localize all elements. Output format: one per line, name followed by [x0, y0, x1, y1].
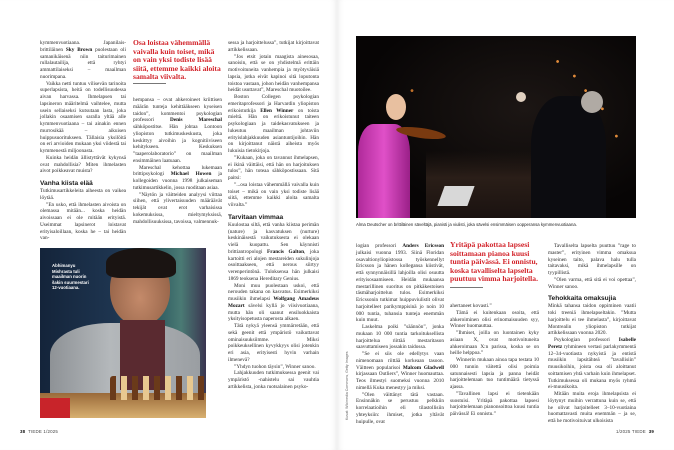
paragraph-text: ”En usko, että ihmelasten aivoista on olemassa mitään... koska heidän aivoissaan ei ole mitään erityistä. Useimmat lapsinerot loistavat erityisaloillaan, koska he – tai heidän van- [40, 201, 126, 242]
paragraph-text: Tämä ei kuitenkaan osoita, että ahkeroiminen olisi erinomaisuuden syy, Winner huomauttaa. [450, 309, 539, 330]
section-heading: Tarvitaan vimmaa [228, 213, 284, 221]
body-paragraph [548, 277, 636, 291]
body-paragraph [450, 330, 539, 357]
body-paragraph [133, 165, 222, 192]
paragraph-text: ”...osa loistaa vähemmällä vaivalla kuin toiset – mikä on vain yksi todiste lisää siitä, ettemme kaikki aloita samalta viivalta.” [228, 181, 319, 208]
page-number: 38 [20, 429, 26, 434]
paragraph-text: Kuinka heidän ällistyttävät kykynsä ovat mahdollisia? Miten ihmelasten aivot poikkeavat muista? [40, 154, 126, 175]
person-name: Ellen Winner [260, 107, 294, 114]
body-paragraph [228, 222, 319, 283]
paragraph-text: on toista mieltä. Hän on erikoistunut taiteen psykologiaan ja taidekasvatukseen ja lukeutuu maailman johtaviin erityislahjakkuuden asiantuntijoihin. Hän on kirjoittanut näistä aiheista myös lukuisia tietokirjoja. [228, 107, 319, 154]
right-column-2 [450, 303, 539, 418]
paragraph-text: sessa ja harjoittelussa”, tutkijat kirjoittavat artikkelissaan. [228, 40, 319, 53]
person-name: Francis Galton [267, 248, 305, 255]
person-name: Sky Brown [65, 46, 93, 53]
paragraph-text: ryhmineen vertasi parlakymmentä 12–34-vuotiasta nykyistä ja entistä musiikin lapsitähteä ”tavallisiin” muusikoihin, joista osa oli aloittanut soittamisen yhtä varhain kuin ihmelapset. Tutkimuksessa oli mukana myös ryhmä ei-muusikoita. [548, 343, 636, 391]
left-column-3 [228, 40, 319, 391]
body-paragraph [356, 351, 444, 392]
right-folio [616, 429, 654, 434]
paragraph-text: ”Näytön ja väitteiden analyysi viittaa siihen, että ylivertaisuuden määräävät tekijät ovat erot varhaisissa kokemuksissa, mieltymyksissä, mahdollisuuksissa, tavoissa, valmennuk- [133, 191, 222, 225]
magazine-name: TIEDE [631, 429, 646, 434]
right-pull-quote: Yritäpä pakottaa lapsesi soittamaan pianoa kuusi tuntia päivässä. Ei onnistu, koska tavalliselta lapselta puuttuu vimma harjoitella. [450, 240, 538, 284]
body-paragraph [133, 97, 222, 165]
person-name: Denis Mareschal [169, 117, 222, 124]
paragraph-text: ”Tavallinen lapsi ei tietenkään suostuisi. Yritäpä pakottaa lapsesi harjoittelemaan pianonsoittoa kuusi tuntia päivässä! Ei onnistu.” [450, 390, 539, 417]
paragraph-text: Lahjakkuuden tutkimuksessa geenit vai ympäristö -nahistelu sai vauhtia artikkelista, jonka ruotsalainen psyko- [228, 370, 319, 390]
person-name: Isabelle Peretz [548, 337, 636, 350]
paragraph-text: ”Yhdyn tuohon täysin”, Winner sanoo. [234, 363, 316, 370]
body-paragraph [228, 40, 319, 54]
concert-photo-caption: Alma Deutscher on brittiläinen säveltäjä, pianisti ja viulisti, joka sävelsi ensimmäisen oopperansa kymmenvuotiaana. [356, 222, 577, 227]
body-paragraph [40, 81, 126, 155]
body-paragraph [133, 192, 222, 226]
paragraph-text: Laskelma poiki ”säännön”, jonka mukaan 10 000 tuntia tarkoituksellista harjoittelua riittää mestaritason saavuttamiseen jossakin taidossa. [356, 324, 444, 351]
paragraph-text: Kuulostaa siltä, että vanha kiistaa perimän (nature) ja kasvatuksen (nurture) keskinäisestä vaikutuksesta ei olekaan vielä kuopattu. Sen käynnisti brittiantropologi [228, 221, 319, 255]
paragraph-text: Moni muu puolestaan uskoi, että nerouden takana on kasvatus. Esimerkiksi musiikin ihmelapsi [228, 282, 319, 302]
pull-quote-divider [450, 287, 483, 288]
body-paragraph [228, 94, 319, 155]
paragraph-text: Mareschal kehottaa lukemaan brittipsykologi [133, 164, 222, 178]
section-heading: Vanha kiista elää [40, 180, 93, 187]
right-column-3 [548, 243, 636, 425]
body-paragraph [548, 303, 636, 337]
person-name: Wolfgang Amadeus Mozart [228, 296, 319, 309]
paragraph-text: Mitään muita eroja ihmelapsista ei löytynyt muihin verrattuna kuin se, että he olivat harjoitelleet 3–10-vuotiaina huomattavasti muita enemmän – ja se, että he motivoituivat ulkoisista [548, 391, 636, 424]
boy-hair [106, 248, 176, 278]
person-name: Anders Ericsson [402, 243, 444, 249]
magazine-name: TIEDE [28, 429, 42, 434]
paragraph-text: ”Se ei siis ole edellytys vaan nimenomaan riittää korkeaan tasoon. Väitteen popularisoi [356, 351, 444, 371]
red-object [40, 398, 70, 418]
paragraph-text: sähköpostitse. Hän johtaa Lontoon yliopiston tutkimuskeskusta, joka keskittyy aivoihin ja kognitiiviseen kehitykseen. Keskuksen ”taaperolaboratorio” on maailman ensimmäinen laatuaan. [133, 124, 222, 164]
paragraph-text: Minkä tahansa taidon oppiminen vaatii toki treeniä ihmelapseltakin. ”Mutta harjoittelu ei tee ihmelasta”, kirjoittavat Montrealin yliopiston tutkijat artikkelissaan vuonna 2020. [548, 303, 636, 337]
body-paragraph [356, 243, 444, 324]
paragraph-text: julkaisi vuonna 1993. Siinä Floridan osavaltionyliopistossa työskennellyt Ericsson ja hänen kollegansa kiistivät, että synnynnäisillä lahjoilla olisi osuutta erityisosaamiseen. Heidän mukaansa mestarillinen suoritus on pitkäkestoisen täsmäharjoittelun tulos. Esimerkiksi Ericssonin tutkimat huippuviulistit olivat harjoitelleet parikymppisinä jo noin 10 000 tuntia, tuhansia tunteja enemmän kuin muut. [356, 249, 444, 324]
conductor [531, 96, 606, 218]
body-paragraph [450, 357, 539, 391]
left-column-2 [133, 97, 222, 225]
paragraph-text: kirjassaan Outliers”, Winner huomauttaa. Teos ilmestyi suomeksi vuonna 2010 nimellä Kuka menestyy ja miksi. [356, 371, 444, 391]
concert-photo [356, 36, 636, 218]
right-page [337, 0, 674, 450]
paragraph-text: ”Ihmiset, joilla on luontainen kyky asiaan X, ovat motivoituneita ahkeroimaan X:n parissa, koska se on heille helppoa.” [450, 330, 539, 357]
paragraph-text: ”Olen väittänyt tätä vastaan. Ensinnäkin se perustuu pelkkiin korrelaatioihin eli tilastollisiin yhteyksiin: ihmiset, jotka yltävät huipulle, ovat [356, 391, 444, 425]
chess-photo-caption: Abhimanyu Mishrasta tuli maailman nuorin šakin suurmestari 12-vuotiaana. [52, 263, 89, 291]
body-paragraph [228, 364, 319, 371]
body-paragraph [228, 54, 319, 95]
body-paragraph [356, 324, 444, 351]
right-column-1 [356, 243, 444, 425]
issue-number: 1/2025 [43, 429, 59, 434]
issue-number: 1/2025 [615, 429, 631, 434]
body-paragraph [548, 337, 636, 391]
paragraph-text: sävelsi kyllä jo viisivuotiaana, mutta hän oli saanut ensiluokkaista yksityisopetusta naperosta alkaen. [228, 302, 319, 323]
body-paragraph [228, 283, 319, 324]
paragraph-text: Tutkimusartikkeleita aiheesta on vaikea löytää. [40, 188, 126, 201]
violinist-head [386, 94, 406, 120]
body-paragraph [40, 202, 126, 243]
body-paragraph [40, 40, 126, 81]
page-number: 39 [648, 429, 654, 434]
paragraph-text: ”Olen varma, että sitä ei voi opettaa”, Winner sanoo. [548, 276, 636, 290]
body-paragraph [548, 391, 636, 425]
paragraph-text: Tätä nykyä yleensä ymmärretään, että sekä geenit että ympäristö vaikuttavat ominaisuuksiimme. Miksi poikkeuksellinen kyvykkyys olisi jotenkin eri asia, erityisesti hyvin varhain ilmenevä? [228, 323, 319, 363]
body-paragraph [450, 310, 539, 330]
conductor-hair [581, 91, 603, 113]
paragraph-text: hempansa – ovat ahkeroineet kriittisen määrän tunteja kehittääkseen kyseisen taidon”, kommentoi psykologian professori [133, 97, 222, 124]
paragraph-text: ”Jos etsit jotain maagista ainesosaa, sanoisin, että se on yhdistelmä erittäin motivoituneita vanhempia ja myötyväisiä lapsia, jotka eivät kapinoi sitä loputonta toistoa vastaan, johon heidän vanhempansa heidät usuttavat”, Mareschal muotoilee. [228, 53, 319, 94]
chess-pieces [110, 376, 206, 400]
photo-credit: Kuvat: Wikimedia Commons, Getty Images [345, 351, 349, 420]
paragraph-text: puolestaan oli samanikäisenä niin taiturimainen rullalautailija, että ryhtyi ammattilaiseksi – maailman nuorimpana. [40, 46, 126, 80]
violinist-dress [358, 124, 410, 218]
left-pull-quote: Osa loistaa vähemmällä vaivalla kuin toiset, mikä on vain yksi todiste lisää siitä, ettemme kaikki aloita samalta viivalta. [133, 38, 221, 82]
paragraph-text: kymmenvuotiaana. Japanilais-brittiläinen [40, 40, 126, 53]
paragraph-text: Winnerin mukaan ainoa tapa testata 10 000 tunnin väitettä olisi poimia satunnaisesti lapsia ja panna heidät harjoittelemaan tuo tuntimäärä tietyssä ajassa. [450, 357, 539, 390]
body-paragraph [40, 155, 126, 175]
paragraph-text: Boston Collegen psykologian emeritaprofessori ja Harvardin yliopiston erikoistutkija [228, 94, 319, 114]
left-folio [20, 429, 58, 434]
paragraph-text: , joka kartoitti eri alojen mestareiden sukulinjoja osoittaakseen, että nerous siirtyy verenperintönä. Tuloksensa hän julkaisi 1869 teoksena Hereditary Genius. [228, 248, 319, 282]
body-paragraph [450, 303, 539, 310]
left-column-1 [40, 40, 126, 242]
paragraph-text: ahertaneet kovasti.” [450, 303, 492, 309]
body-paragraph [40, 188, 126, 202]
body-paragraph [450, 391, 539, 418]
paragraph-text: ”Kukaan, joka on tavannut ihmelapsen, ei ikinä väittäisi, että hän on harjoituksen tulos”, hän toteaa sähköpostissaan. Sitä paitsi: [228, 154, 319, 181]
body-paragraph [356, 392, 444, 426]
paragraph-text: logian professori [356, 243, 403, 249]
conductor-hand [516, 92, 526, 102]
body-paragraph [228, 155, 319, 182]
body-paragraph [228, 370, 319, 390]
body-paragraph [548, 243, 636, 277]
paragraph-text: Psykologian professori [554, 337, 619, 343]
paragraph-text: Tavalliselta lapselta puuttuu ”rage to master”, erityinen vimma omaksua kyseinen taito, palava halu tulla taitavaksi, mikä ihmelapsille on tyypillistä. [548, 243, 636, 276]
paragraph-text: Vaikka netti tuntuu vilisevän tarinoita superlapsista, heitä on todellisuudessa aivan harvassa. Ihmelapsen tai lapsineron määritelmä vaihtelee, mutta usein sellaiseksi kutsutaan lasta, joka jollakin osaamisen saralla yltää alle kymmenvuotiaana – tai ainakin ennen murrosikää – aikuisen huippusuoritukseen. Tällaisia yksilöitä on eri arvioiden mukaan yksi viidestä tai kymmenestä miljoonasta. [40, 80, 126, 154]
body-paragraph [228, 323, 319, 364]
paragraph-text: ja kollegoiden vuonna 1998 julkaiseman tutkimusartikkelin, jossa ruoditaan asiaa. [133, 171, 223, 191]
person-name: Michael Howen [170, 171, 212, 178]
section-heading: Tehokkaita omaksujia [548, 295, 617, 303]
chess-prodigy-photo [40, 248, 206, 418]
pull-quote-divider [133, 83, 166, 84]
body-paragraph [228, 182, 319, 209]
person-name: Malcom Gladwell [402, 364, 445, 371]
